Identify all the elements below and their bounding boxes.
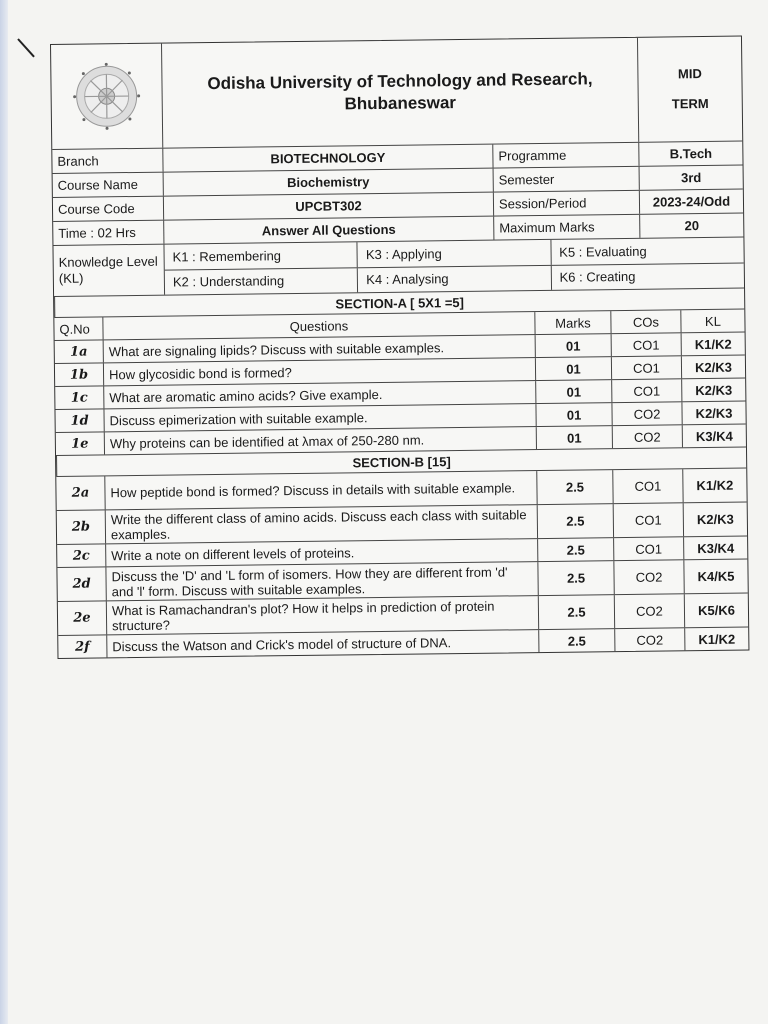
page-edge-shadow — [0, 0, 8, 1024]
question-kl: K3/K4 — [682, 425, 746, 448]
question-number: 1c — [70, 390, 88, 406]
info-value: UPCBT302 — [163, 193, 493, 220]
info-value: Answer All Questions — [163, 217, 493, 244]
info-label: Course Code — [57, 200, 135, 217]
section-b-title: SECTION-B [15] — [56, 447, 746, 476]
knowledge-level-item: K1 : Remembering — [172, 247, 282, 265]
knowledge-level-row — [53, 237, 744, 296]
question-number: 1d — [70, 413, 89, 429]
question-kl: K2/K3 — [681, 402, 745, 425]
section-a-title: SECTION-A [ 5X1 =5] — [54, 288, 744, 317]
info-label: Maximum Marks — [493, 215, 639, 240]
question-co: CO2 — [612, 425, 682, 448]
knowledge-level-label: Knowledge Level (KL) — [58, 253, 158, 286]
question-text: Discuss the Watson and Crick's model of structure of DNA. — [106, 630, 538, 657]
question-marks: 01 — [535, 380, 611, 403]
question-co: CO2 — [614, 594, 684, 628]
question-kl: K5/K6 — [684, 594, 748, 628]
question-number: 2c — [72, 548, 90, 564]
question-co: CO1 — [611, 379, 681, 402]
question-kl: K1/K2 — [681, 333, 745, 356]
column-header: COs — [610, 310, 680, 333]
info-value: 20 — [639, 214, 743, 238]
knowledge-level-item: K5 : Evaluating — [550, 238, 744, 265]
info-label: Programme — [492, 143, 638, 168]
pen-mark — [17, 38, 35, 57]
question-marks: 01 — [535, 334, 611, 357]
question-number: 2e — [73, 610, 91, 626]
info-label: Semester — [493, 167, 639, 192]
question-text: How glycosidic bond is formed? — [103, 358, 535, 385]
question-co: CO2 — [614, 628, 684, 651]
question-number: 2a — [71, 485, 90, 501]
info-label: Time : 02 Hrs — [58, 224, 136, 241]
question-text: Write the different class of amino acids. Discuss each class with suitable examples. — [105, 505, 537, 543]
university-logo — [51, 44, 162, 149]
question-marks: 2.5 — [538, 595, 614, 629]
question-text: What is Ramachandran's plot? How it helps in prediction of protein structure? — [106, 596, 538, 634]
question-text: Discuss the 'D' and 'L form of isomers. How they are different from 'd' and 'l' form. Discuss with suitable examples. — [105, 562, 537, 600]
question-kl: K2/K3 — [681, 356, 745, 379]
question-kl: K1/K2 — [682, 469, 746, 503]
knowledge-level-grid — [163, 238, 744, 295]
info-label: Branch — [57, 153, 99, 169]
question-marks: 2.5 — [536, 470, 612, 504]
term-line-2: TERM — [671, 95, 709, 112]
question-marks: 01 — [535, 403, 611, 426]
knowledge-level-item: K2 : Understanding — [172, 273, 285, 290]
exam-term — [637, 37, 742, 142]
column-header: Marks — [534, 311, 610, 334]
question-text: Discuss epimerization with suitable example. — [103, 404, 535, 431]
question-marks: 2.5 — [537, 504, 613, 538]
question-kl: K3/K4 — [683, 537, 747, 560]
question-number: 2d — [72, 576, 91, 592]
question-co: CO1 — [611, 333, 681, 356]
info-label: Session/Period — [493, 191, 639, 216]
info-value: B.Tech — [638, 142, 742, 166]
question-co: CO2 — [611, 402, 681, 425]
question-marks: 2.5 — [537, 538, 613, 561]
question-text: What are signaling lipids? Discuss with suitable examples. — [103, 335, 535, 362]
info-value: BIOTECHNOLOGY — [162, 145, 492, 172]
question-number: 1a — [69, 344, 88, 360]
question-text: How peptide bond is formed? Discuss in details with suitable example. — [104, 471, 536, 509]
question-number: 1b — [69, 367, 89, 383]
info-label: Course Name — [57, 176, 139, 193]
question-co: CO1 — [612, 469, 682, 503]
question-marks: 2.5 — [538, 629, 614, 652]
question-marks: 01 — [536, 426, 612, 449]
question-kl: K2/K3 — [681, 379, 745, 402]
question-number: 2b — [71, 519, 91, 535]
question-co: CO2 — [613, 560, 683, 594]
question-co: CO1 — [611, 356, 681, 379]
question-marks: 01 — [535, 357, 611, 380]
question-kl: K2/K3 — [683, 503, 747, 537]
university-city: Bhubaneswar — [344, 93, 457, 114]
header-row — [51, 37, 742, 149]
column-header: Q.No — [59, 321, 90, 337]
knowledge-level-item: K4 : Analysing — [357, 265, 551, 292]
question-kl: K1/K2 — [684, 628, 748, 651]
question-text: Why proteins can be identified at λmax of 250-280 nm. — [104, 427, 536, 454]
question-text: Write a note on different levels of proteins. — [105, 539, 537, 566]
question-number: 2f — [74, 639, 90, 655]
column-header: KL — [680, 310, 744, 333]
column-header: Questions — [102, 312, 534, 339]
question-number: 1e — [71, 436, 89, 452]
info-value: Biochemistry — [163, 169, 493, 196]
knowledge-level-item: K3 : Applying — [357, 240, 551, 267]
wheel-emblem-icon — [70, 60, 143, 133]
info-value: 3rd — [639, 166, 743, 190]
question-co: CO1 — [613, 537, 683, 560]
question-co: CO1 — [613, 503, 683, 537]
question-paper-table — [50, 36, 749, 659]
knowledge-level-item: K6 : Creating — [550, 263, 744, 290]
question-kl: K4/K5 — [683, 560, 747, 594]
question-marks: 2.5 — [537, 561, 613, 595]
university-title — [161, 38, 638, 148]
term-line-1: MID — [677, 66, 702, 82]
question-text: What are aromatic amino acids? Give example. — [103, 381, 535, 408]
info-value: 2023-24/Odd — [639, 190, 743, 214]
university-name: Odisha University of Technology and Research, — [207, 69, 593, 94]
